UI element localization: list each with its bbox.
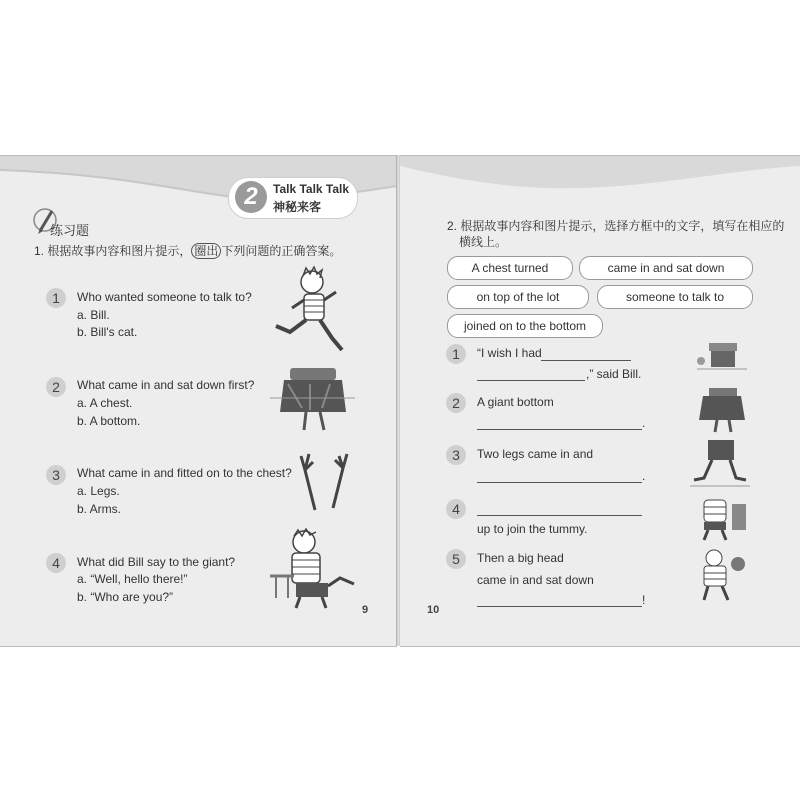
- answer-option-b[interactable]: b. Arms.: [77, 502, 122, 516]
- word-bank-chip[interactable]: A chest turned: [447, 256, 573, 280]
- answer-blank[interactable]: [477, 605, 642, 607]
- big-head-illustration: [690, 548, 750, 604]
- item-text: Then a big head: [477, 551, 564, 565]
- instruction-pre: 1. 根据故事内容和图片提示，: [34, 244, 192, 258]
- answer-option-a[interactable]: a. Bill.: [77, 308, 110, 322]
- answer-option-a[interactable]: a. Legs.: [77, 484, 120, 498]
- answer-option-b[interactable]: b. A bottom.: [77, 414, 141, 428]
- question-number: 1: [46, 288, 66, 308]
- item-text: up to join the tummy.: [477, 522, 588, 536]
- item-text: “I wish I had: [477, 346, 542, 360]
- page-number: 9: [362, 604, 369, 616]
- bill-running-illustration: [270, 264, 350, 359]
- question-number: 4: [46, 553, 66, 573]
- question-text: What came in and sat down first?: [77, 378, 255, 392]
- lesson-number: 2: [235, 181, 267, 213]
- question-number: 2: [46, 377, 66, 397]
- page-number: 10: [427, 604, 440, 616]
- instruction-2-line2: 横线上。: [459, 235, 508, 249]
- answer-blank[interactable]: [541, 359, 631, 361]
- answer-blank[interactable]: [477, 379, 585, 381]
- lesson-title: Talk Talk Talk: [273, 182, 350, 196]
- legs-illustration: [690, 438, 750, 490]
- answer-blank[interactable]: [477, 481, 642, 483]
- giant-and-bill-illustration: [270, 528, 360, 613]
- instruction-post: 下列问题的正确答案。: [221, 244, 342, 258]
- arms-illustration: [295, 452, 355, 522]
- header-wave: [400, 156, 800, 206]
- lesson-subtitle: 神秘来客: [273, 200, 322, 214]
- instruction-circle: 圈出: [191, 243, 221, 259]
- item-text-end: .: [642, 469, 646, 483]
- exercise-label: 练习题: [50, 224, 90, 239]
- question-number: 3: [46, 465, 66, 485]
- answer-option-a[interactable]: a. “Well, hello there!”: [77, 572, 188, 586]
- word-bank-chip[interactable]: someone to talk to: [597, 285, 753, 309]
- item-number: 5: [446, 549, 466, 569]
- answer-option-b[interactable]: b. Bill's cat.: [77, 325, 138, 339]
- item-text: came in and sat down: [477, 573, 594, 587]
- tummy-illustration: [690, 494, 750, 544]
- item-number: 4: [446, 499, 466, 519]
- item-number: 2: [446, 393, 466, 413]
- right-page: [400, 155, 800, 647]
- word-bank-chip[interactable]: on top of the lot: [447, 285, 589, 309]
- giant-bottom-illustration: [693, 384, 751, 434]
- instruction-1: [34, 244, 341, 259]
- answer-option-b[interactable]: b. “Who are you?”: [77, 590, 174, 604]
- item-text-end: .: [642, 416, 646, 430]
- lesson-badge: [228, 177, 358, 219]
- item-number: 1: [446, 344, 466, 364]
- chest-bottom-illustration: [270, 364, 355, 439]
- question-text: What came in and fitted on to the chest?: [77, 466, 292, 480]
- item-text: A giant bottom: [477, 395, 554, 409]
- answer-option-a[interactable]: a. A chest.: [77, 396, 133, 410]
- item-text-end: !: [642, 593, 646, 607]
- answer-blank[interactable]: [477, 428, 642, 430]
- instruction-2-line1: 2. 根据故事内容和图片提示，选择方框中的文字，填写在相应的: [447, 219, 785, 233]
- word-bank-chip[interactable]: came in and sat down: [579, 256, 753, 280]
- item-number: 3: [446, 445, 466, 465]
- item-text-end: ,” said Bill.: [586, 367, 642, 381]
- item-text: Two legs came in and: [477, 447, 594, 461]
- question-text: Who wanted someone to talk to?: [77, 290, 252, 304]
- word-bank-chip[interactable]: joined on to the bottom: [447, 314, 603, 338]
- left-page: [0, 155, 397, 647]
- answer-blank[interactable]: [477, 514, 642, 516]
- question-text: What did Bill say to the giant?: [77, 555, 236, 569]
- chest-illustration: [693, 339, 751, 379]
